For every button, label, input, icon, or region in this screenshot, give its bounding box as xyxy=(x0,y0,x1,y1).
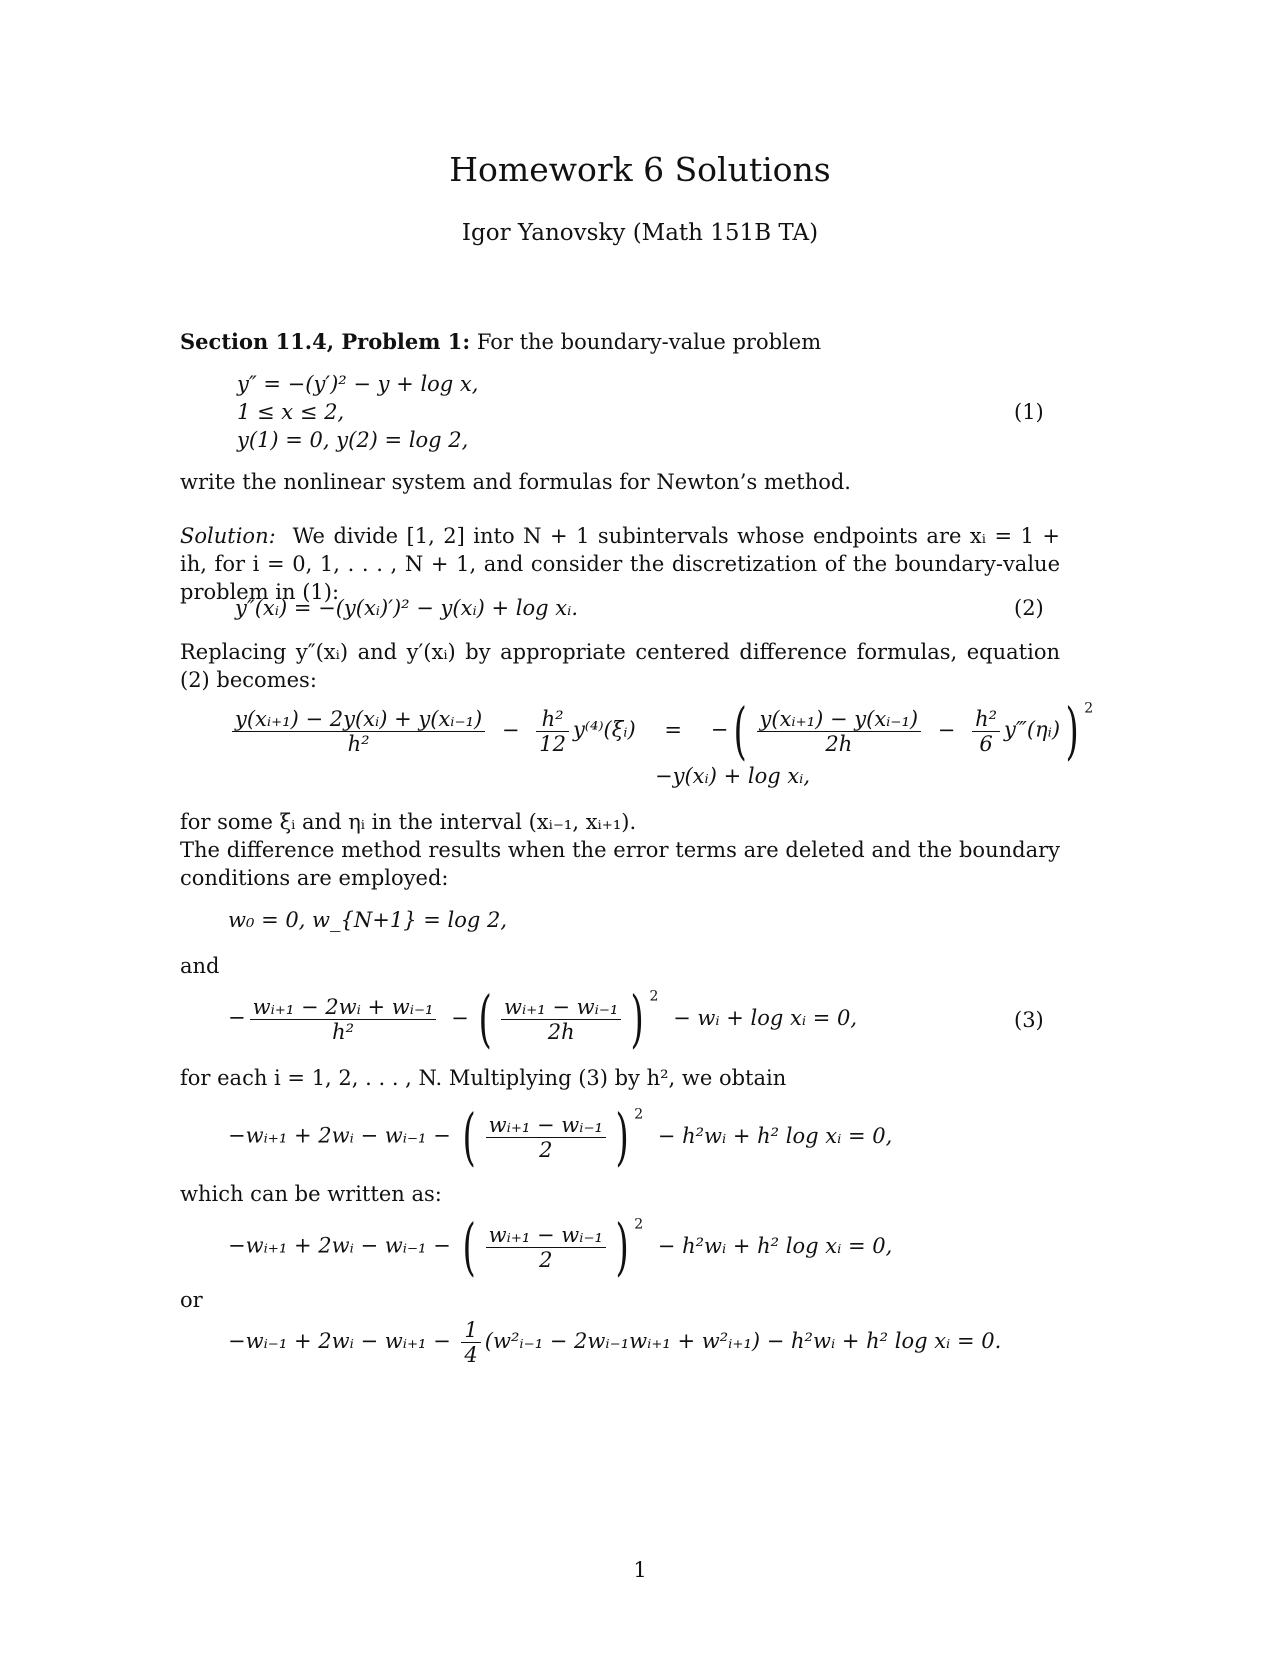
error-term-2: y‴(ηᵢ) xyxy=(1004,717,1061,742)
second-difference-fraction: $\frac{\text{y(xᵢ₊₁) − 2y(xᵢ) + y(xᵢ₋₁)}}{\text{h²}}$ xyxy=(232,707,485,756)
author-line: Igor Yanovsky (Math 151B TA) xyxy=(461,220,819,246)
equation-4: −wᵢ₊₁ + 2wᵢ − wᵢ₋₁ − ( $\frac{\text{wᵢ₊₁ − wᵢ₋₁}}{2}$ ) $^2$ − h²wᵢ + h² log xᵢ = 0, xyxy=(228,1100,893,1173)
problem-statement xyxy=(180,328,1060,356)
solution-paragraph-2: Replacing y″(xᵢ) and y′(xᵢ) by appropriate centered difference formulas, equation (2) becomes: xyxy=(180,640,1060,692)
error-coefficient-2: $\frac{\text{h²}}{6}$ xyxy=(972,707,1000,756)
one-quarter-fraction: $\frac{1}{4}$ xyxy=(461,1318,480,1367)
eq5-fraction: $\frac{\text{wᵢ₊₁ − wᵢ₋₁}}{2}$ xyxy=(486,1223,606,1272)
solution-label: Solution: xyxy=(180,524,276,548)
system-line-3: y(1) = 0, y(2) = log 2, xyxy=(237,428,469,452)
page-title: Homework 6 Solutions xyxy=(449,150,831,189)
solution-paragraph-3: for some ξᵢ and ηᵢ in the interval (xᵢ₋₁, xᵢ₊₁). xyxy=(180,810,637,834)
equation-3: − $\frac{\text{wᵢ₊₁ − 2wᵢ + wᵢ₋₁}}{\text{h²}}$ − ( $\frac{\text{wᵢ₊₁ − wᵢ₋₁}}{2h}$ ) $^2$ − wᵢ + log xᵢ = 0, xyxy=(228,982,858,1055)
solution-paragraph-6: which can be written as: xyxy=(180,1182,442,1206)
discretized-equation-tail: −y(xᵢ) + log xᵢ, xyxy=(655,764,811,788)
error-coefficient-1: $\frac{\text{h²}}{12}$ xyxy=(536,707,569,756)
eq4-fraction: $\frac{\text{wᵢ₊₁ − wᵢ₋₁}}{2}$ xyxy=(486,1113,606,1162)
eq3-right-fraction: $\frac{\text{wᵢ₊₁ − wᵢ₋₁}}{2h}$ xyxy=(501,995,621,1044)
and-text: and xyxy=(180,954,220,978)
solution-paragraph-4: The difference method results when the error terms are deleted and the boundary conditions are employed: xyxy=(180,838,1060,890)
equation-6: −wᵢ₋₁ + 2wᵢ − wᵢ₊₁ − $\frac{1}{4}$ (w²ᵢ₋₁ − 2wᵢ₋₁wᵢ₊₁ + w²ᵢ₊₁) − h²wᵢ + h² log xᵢ = 0. xyxy=(228,1318,1002,1367)
equation-label-3: (3) xyxy=(1014,1008,1044,1032)
system-line-2: 1 ≤ x ≤ 2, xyxy=(237,400,345,424)
boundary-conditions: w₀ = 0, w_{N+1} = log 2, xyxy=(228,908,508,932)
problem-heading: Section 11.4, Problem 1: xyxy=(180,329,471,354)
page-number: 1 xyxy=(633,1558,647,1582)
eq3-left-fraction: $\frac{\text{wᵢ₊₁ − 2wᵢ + wᵢ₋₁}}{\text{h²}}$ xyxy=(250,995,437,1044)
or-text: or xyxy=(180,1288,203,1312)
solution-text-1: We divide [1, 2] into N + 1 subintervals whose endpoints are xᵢ = 1 + ih, for i = 0, 1, . . . , N + 1, and consider the discretization of the boundary-value problem in (1): xyxy=(180,524,1060,604)
solution-paragraph-5: for each i = 1, 2, . . . , N. Multiplying (3) by h², we obtain xyxy=(180,1066,787,1090)
problem-intro: For the boundary-value problem xyxy=(476,330,822,354)
problem-task: write the nonlinear system and formulas for Newton’s method. xyxy=(180,470,851,494)
equation-label-1: (1) xyxy=(1014,400,1044,424)
discretized-equation: $\frac{\text{y(xᵢ₊₁) − 2y(xᵢ) + y(xᵢ₋₁)}}{\text{h²}}$ − $\frac{\text{h²}}{12}$ y⁽⁴⁾(ξᵢ) = −( $\frac{\text{y(xᵢ₊₁) − y(xᵢ₋₁)}}{2h}$ − $\frac{\text{h²}}{6}$ y‴(ηᵢ)) $^2$ xyxy=(228,700,1093,762)
equation-5: −wᵢ₊₁ + 2wᵢ − wᵢ₋₁ − ( $\frac{\text{wᵢ₊₁ − wᵢ₋₁}}{2}$ ) $^2$ − h²wᵢ + h² log xᵢ = 0, xyxy=(228,1210,893,1283)
solution-paragraph-1 xyxy=(180,522,1060,606)
system-line-1: y″ = −(y′)² − y + log x, xyxy=(237,372,479,396)
error-term-1: y⁽⁴⁾(ξᵢ) xyxy=(572,717,636,742)
equation-label-2: (2) xyxy=(1014,596,1044,620)
equation-2: y″(xᵢ) = −(y(xᵢ)′)² − y(xᵢ) + log xᵢ. xyxy=(235,596,579,620)
first-difference-fraction: $\frac{\text{y(xᵢ₊₁) − y(xᵢ₋₁)}}{2h}$ xyxy=(757,707,922,756)
